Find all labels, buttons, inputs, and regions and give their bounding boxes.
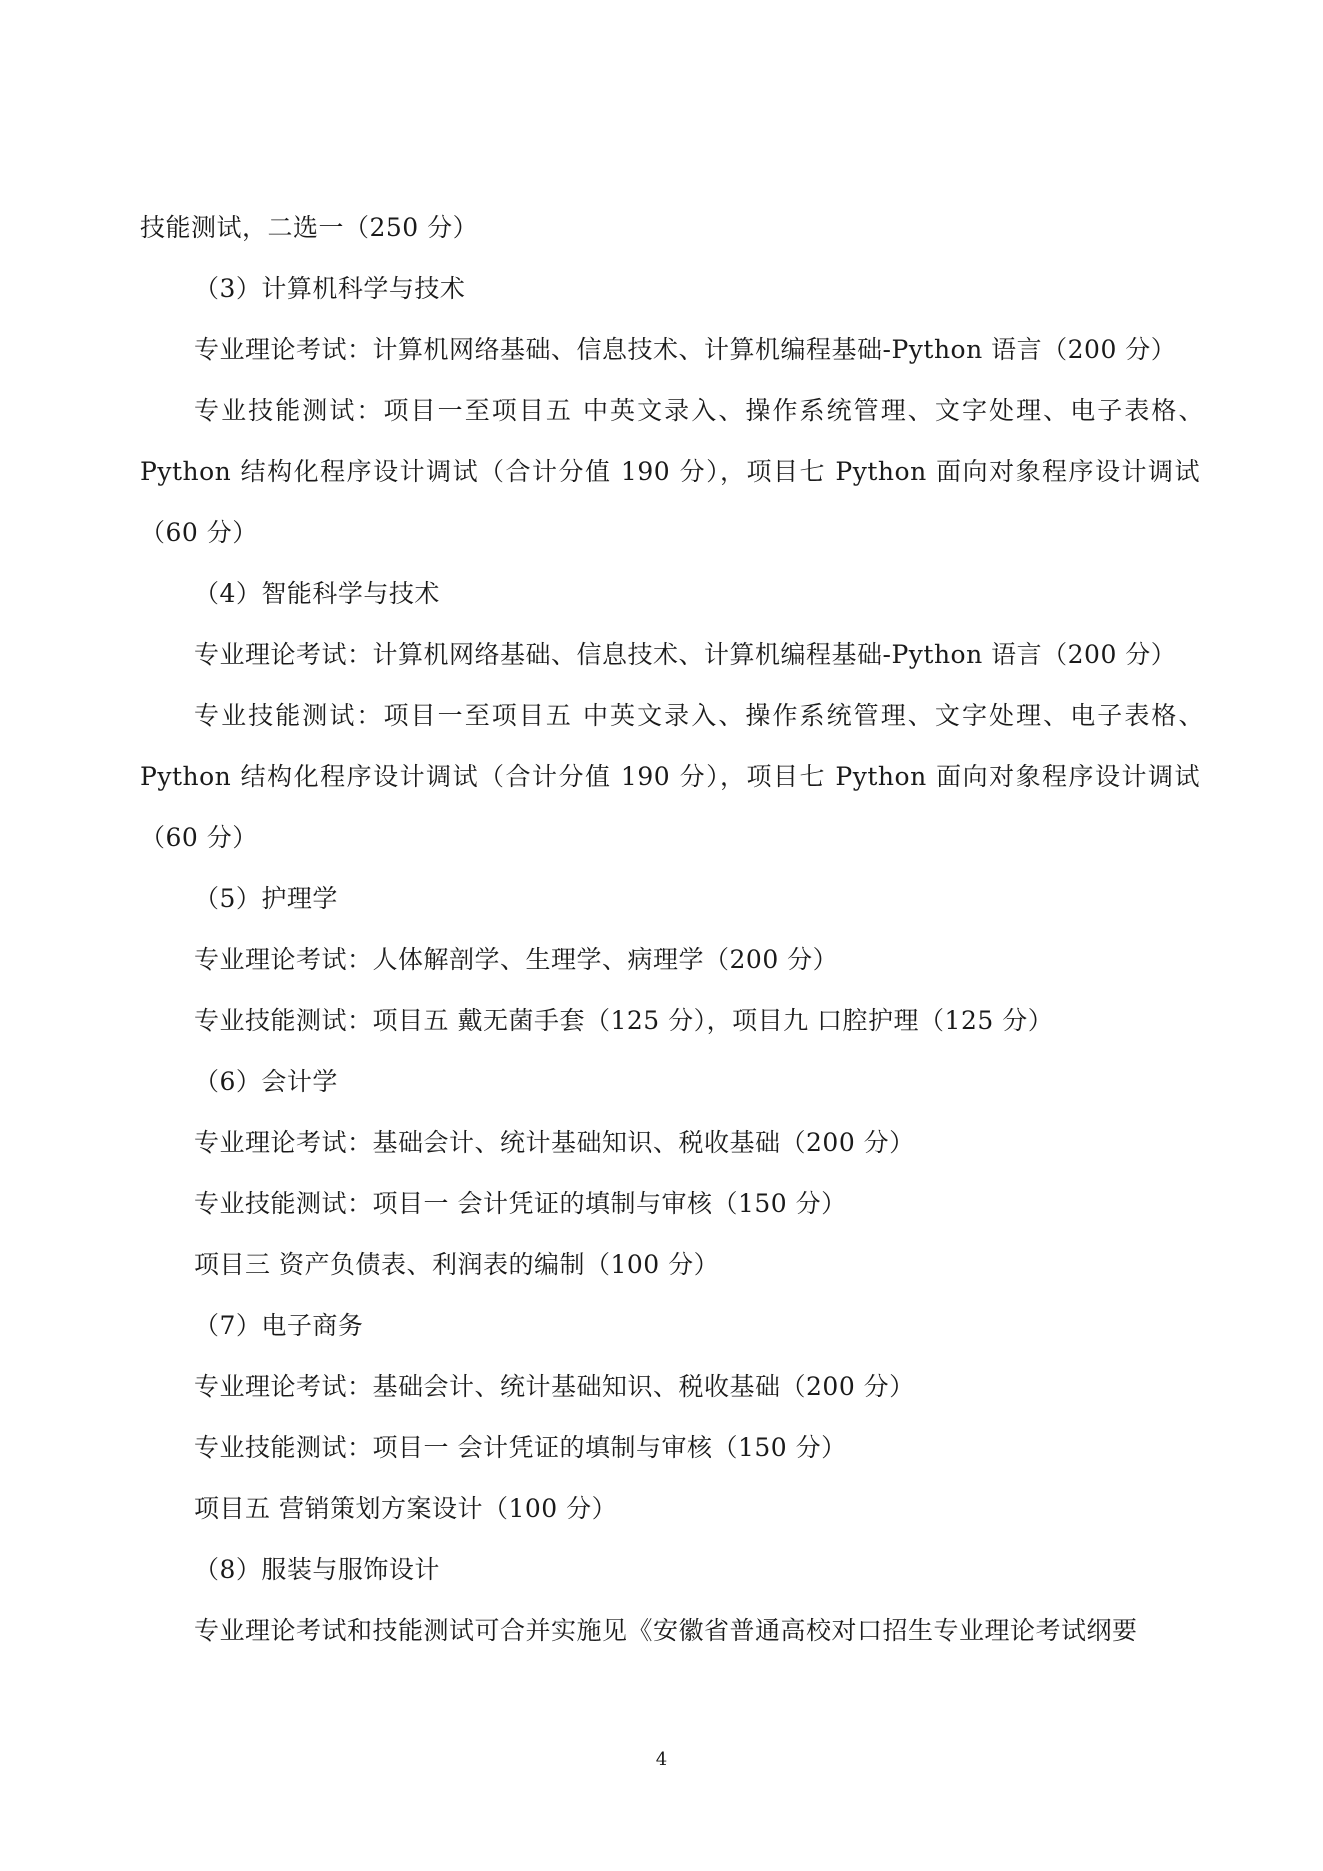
text-line: 专业理论考试：人体解剖学、生理学、病理学（200 分） [194, 945, 839, 974]
text-line: 专业技能测试：项目一 会计凭证的填制与审核（150 分） [194, 1189, 847, 1218]
text-line: 专业技能测试：项目一至项目五 中英文录入、操作系统管理、文字处理、电子表格、 [194, 701, 1204, 730]
section-heading: （7）电子商务 [194, 1311, 364, 1340]
text-line: Python 结构化程序设计调试（合计分值 190 分），项目七 Python 面向对象程序设计调试 [140, 457, 1200, 486]
section-heading: （4）智能科学与技术 [194, 579, 440, 608]
text-line: 专业理论考试：计算机网络基础、信息技术、计算机编程基础-Python 语言（200 分） [194, 335, 1177, 364]
text-line: Python 结构化程序设计调试（合计分值 190 分），项目七 Python 面向对象程序设计调试 [140, 762, 1200, 791]
text-line: （60 分） [140, 518, 258, 547]
section-heading: （8）服装与服饰设计 [194, 1555, 440, 1584]
text-line: 技能测试，二选一（250 分） [140, 213, 479, 242]
text-line: 专业理论考试：计算机网络基础、信息技术、计算机编程基础-Python 语言（200 分） [194, 640, 1177, 669]
text-line: 专业理论考试：基础会计、统计基础知识、税收基础（200 分） [194, 1372, 915, 1401]
page-number: 4 [655, 1749, 668, 1770]
text-line: （60 分） [140, 823, 258, 852]
text-line: 项目五 营销策划方案设计（100 分） [194, 1494, 618, 1523]
text-line: 专业技能测试：项目一 会计凭证的填制与审核（150 分） [194, 1433, 847, 1462]
section-heading: （5）护理学 [194, 884, 338, 913]
section-heading: （6）会计学 [194, 1067, 338, 1096]
text-line: 项目三 资产负债表、利润表的编制（100 分） [194, 1250, 720, 1279]
text-line: 专业技能测试：项目五 戴无菌手套（125 分），项目九 口腔护理（125 分） [194, 1006, 1054, 1035]
text-line: 专业技能测试：项目一至项目五 中英文录入、操作系统管理、文字处理、电子表格、 [194, 396, 1204, 425]
text-line: 专业理论考试：基础会计、统计基础知识、税收基础（200 分） [194, 1128, 915, 1157]
text-line: 专业理论考试和技能测试可合并实施见《安徽省普通高校对口招生专业理论考试纲要 [194, 1616, 1138, 1645]
section-heading: （3）计算机科学与技术 [194, 274, 466, 303]
